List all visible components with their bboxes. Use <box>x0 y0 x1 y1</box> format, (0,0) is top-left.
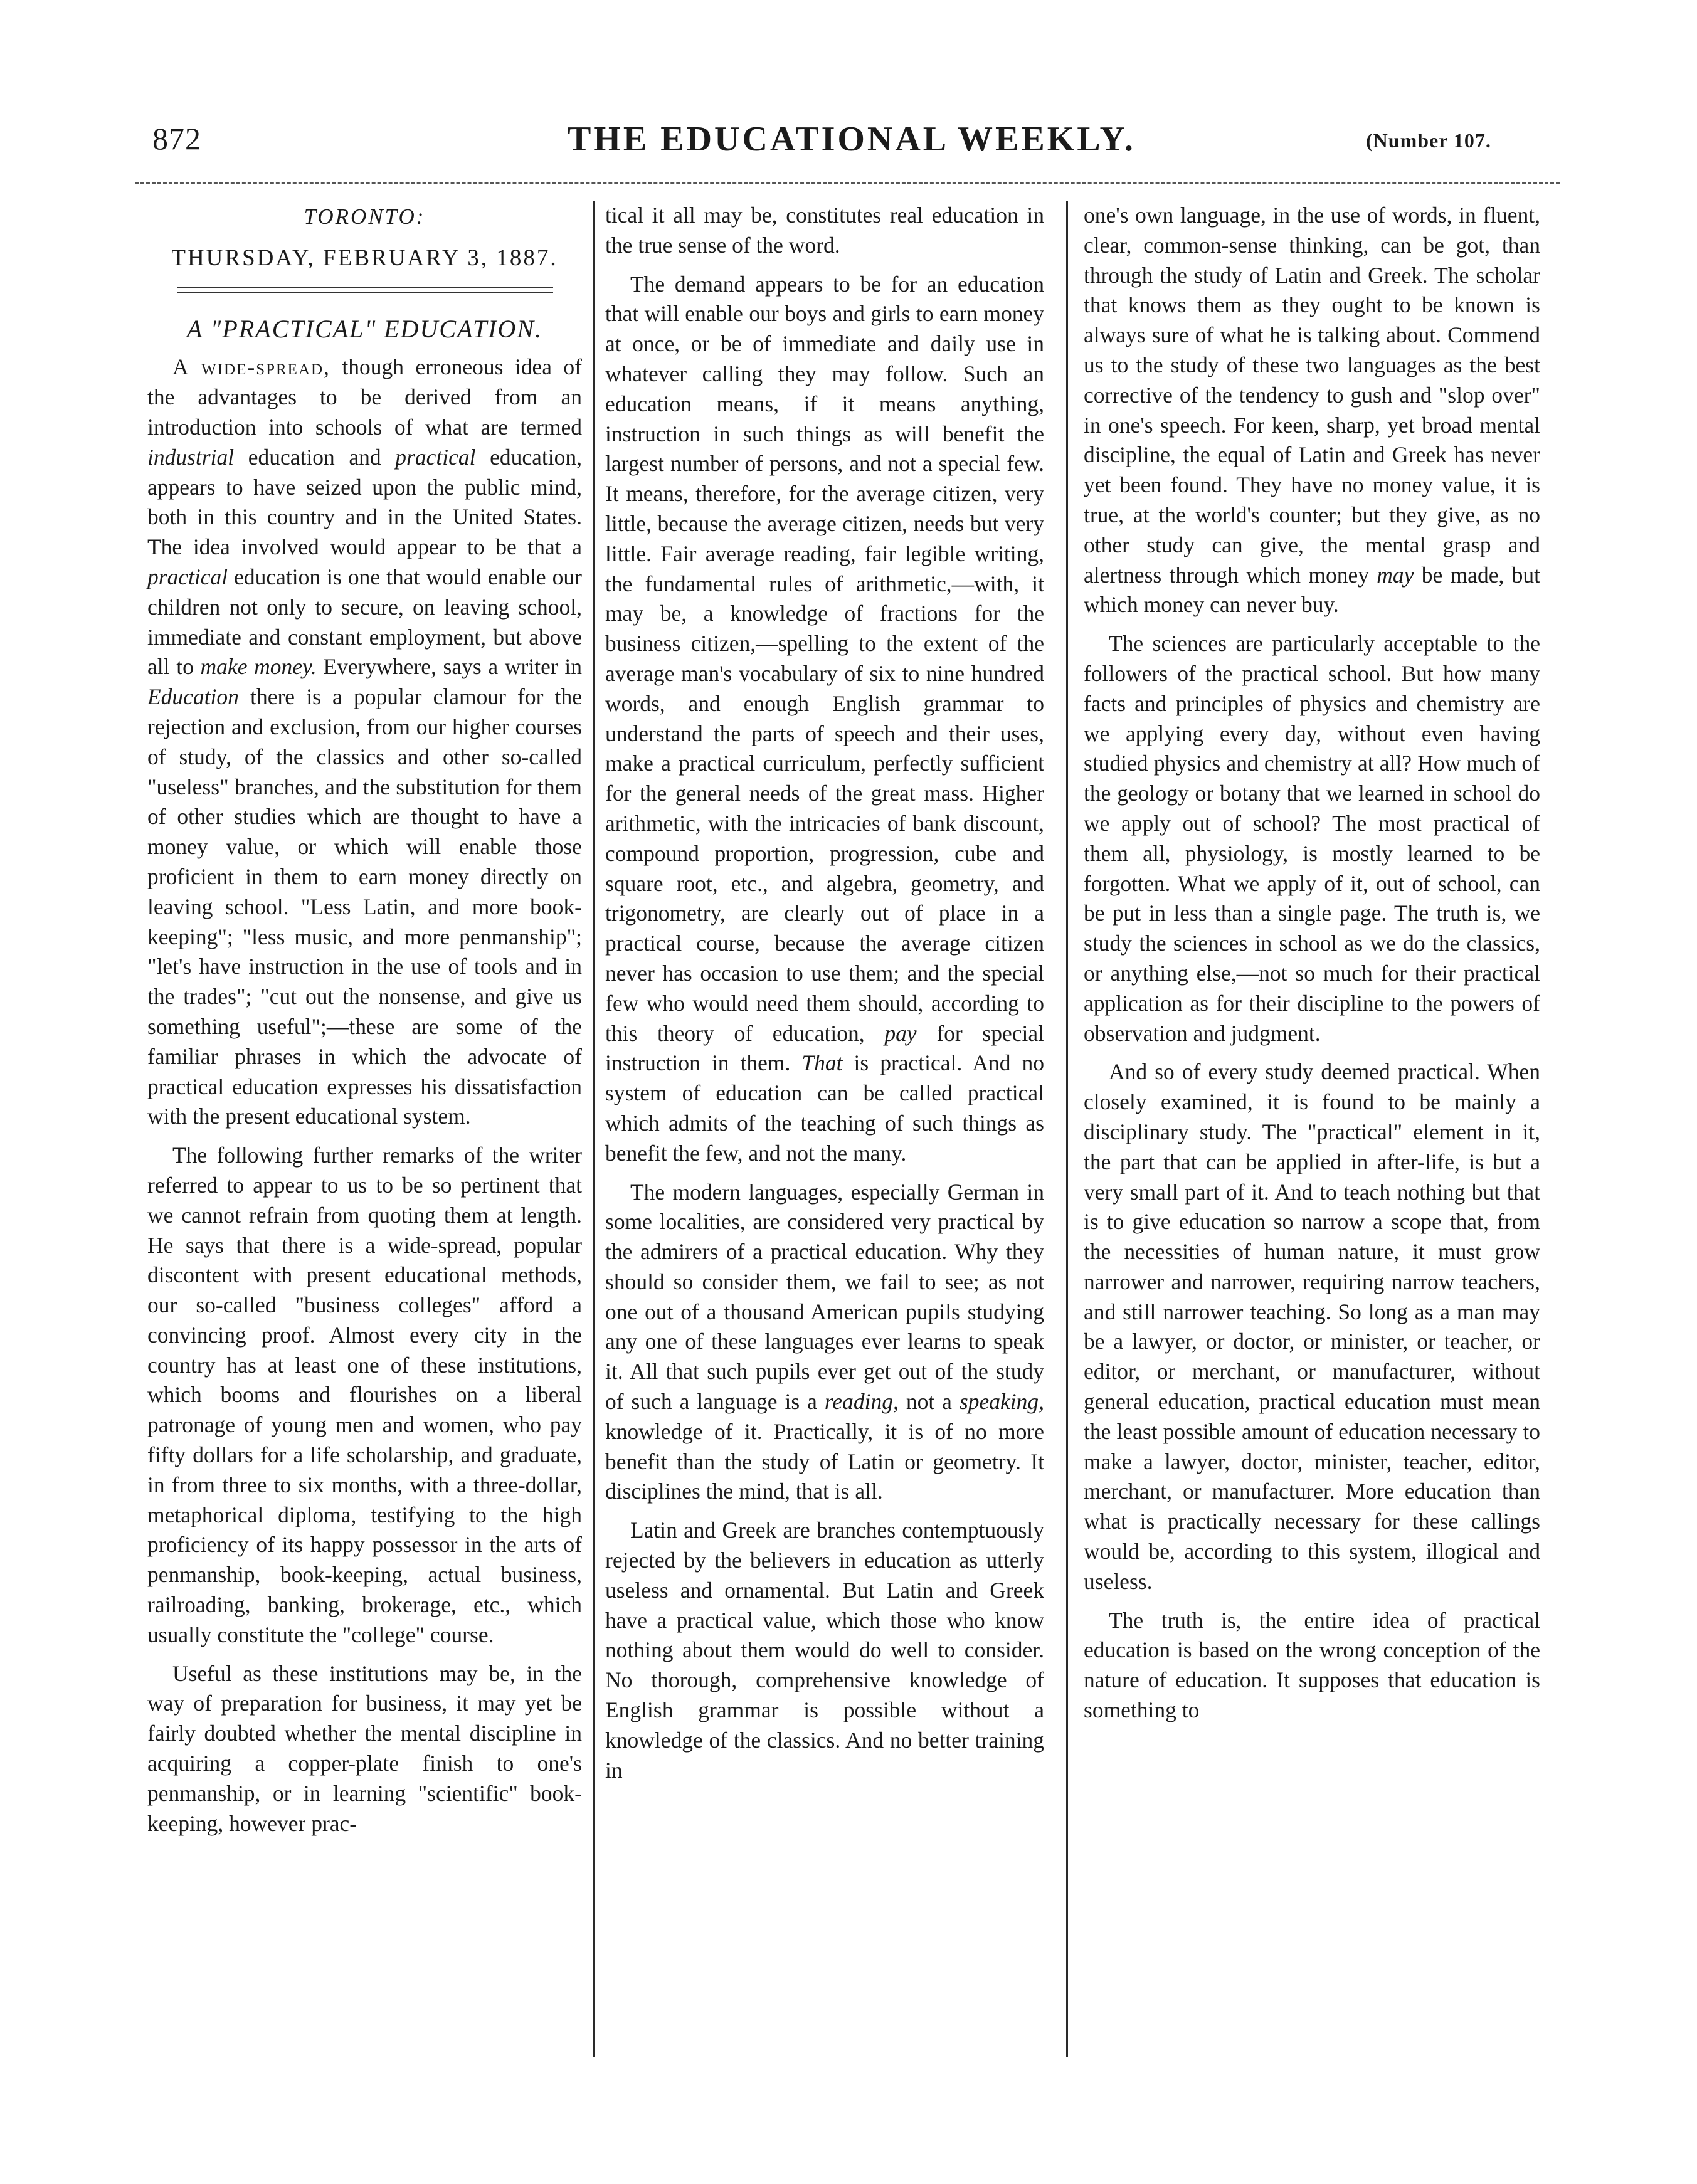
column-2 <box>605 201 1044 1785</box>
paragraph-3-start: Useful as these institutions may be, in the way of preparation for business, it may yet be fairly doubted whether the mental discipline in acquiring a copper-plate finish to one's penmanship, or in learning "scientific" book-keeping, however prac- <box>147 1660 582 1836</box>
dateline-date: THURSDAY, FEBRUARY 3, 1887. <box>171 245 558 271</box>
paragraph-2: The following further remarks of the writer referred to appear to us to be so pertinent that we cannot refrain from quoting them at length. He says that there is a wide-spread, popular discontent with present educational methods, our so-called "business colleges" afford a convincing proof. Almost every city in the country has at least one of these institutions, which booms and flourishes on a liberal patronage of young men and women, who pay fifty dollars for a life scholarship, and graduate, in from three to six months, with a three-dollar, metaphorical diploma, testifying to the high proficiency of its happy possessor in the arts of penmanship, book-keeping, actual business, railroading, banking, brokerage, etc., which usually constitute the "college" course. <box>147 1142 582 1647</box>
column-3 <box>1084 201 1540 1726</box>
column-rule-left <box>593 201 595 2057</box>
title-rule <box>177 287 553 293</box>
journal-title: THE EDUCATIONAL WEEKLY. <box>568 120 1136 159</box>
paragraph-opening: A wide-spread, <box>172 354 330 380</box>
column-rule-right <box>1066 201 1068 2057</box>
page-number: 872 <box>152 121 201 156</box>
paragraph-6-end: one's own language, in the use of words, in fluent, clear, common-sense thinking, can be got, than through the study of Latin and Greek. The scholar that knows them as they ought to be known is always sure of what he is talking about. Commend us to the study of these two languages as the best corrective of the tendency to gush and "slop over" in one's speech. For keen, sharp, yet broad mental discipline, the equal of Latin and Greek has never yet been found. They have no money value, it is true, at the world's counter; but they give, as no other study can give, the mental grasp and alertness through which money may be made, but which money can never buy. <box>1084 203 1541 618</box>
article-title: A "PRACTICAL" EDUCATION. <box>186 314 543 343</box>
issue-number: (Number 107. <box>1366 129 1491 152</box>
paragraph-4: The demand appears to be for an education that will enable our boys and girls to earn money at once, or be of immediate and daily use in whatever calling they may follow. Such an education means, if it means anything, instruction in such things as will benefit the largest number of persons, and not a special few. It means, therefore, for the average citizen, very little, because the average citizen, needs but very little. Fair average reading, fair legible writing, the fundamental rules of arithmetic,—with, it may be, a knowledge of fractions for the business citizen,—spelling to the extent of the average man's vocabulary of six to nine hundred words, and enough English grammar to understand the parts of speech and their uses, make a practical curriculum, perfectly sufficient for the general needs of the great mass. Higher arithmetic, with the intricacies of bank discount, compound proportion, progression, cube and square root, etc., and algebra, geometry, and trigonometry, are clearly out of place in a practical course, because the average citizen never has occasion to use them; and the special few who would need them should, according to this theory of education, pay for special instruction in them. That is practical. And no system of education can be called practical which admits of the teaching of such things as benefit the few, and not the many. <box>605 271 1044 1166</box>
paragraph-9: The truth is, the entire idea of practical education is based on the wrong conception of the nature of education. It supposes that education is something to <box>1084 1607 1540 1723</box>
paragraph-3-end: tical it all may be, constitutes real education in the true sense of the word. <box>605 203 1044 258</box>
paragraph-6-start: Latin and Greek are branches contemptuously rejected by the believers in education as utterly useless and ornamental. But Latin and Greek have a practical value, which those who know nothing about them would do well to consider. No thorough, comprehensive knowledge of English grammar is possible without a knowledge of the classics. And no better training in <box>605 1517 1044 1783</box>
dateline-city: TORONTO: <box>304 204 426 229</box>
column-1 <box>147 201 582 1838</box>
paragraph-7: The sciences are particularly acceptable to the followers of the practical school. But how many facts and principles of physics and chemistry are we applying every day, without even having studied physics and chemistry at all? How much of the geology or botany that we learned in school do we apply out of school? The most practical of them all, physiology, is mostly learned to be forgotten. What we apply of it, out of school, can be put in less than a single page. The truth is, we study the sciences in school as we do the classics, or anything else,—not so much for their practical application as for their discipline to the powers of observation and judgment. <box>1084 631 1540 1046</box>
paragraph-8: And so of every study deemed practical. When closely examined, it is found to be mainly a disciplinary study. The "practical" element in it, the part that can be applied in after-life, is but a very small part of it. And to teach nothing but that is to give education so narrow a scope that, from the necessities of human nature, it must grow narrower and narrower, requiring narrow teachers, and still narrower teaching. So long as a man may be a lawyer, or doctor, or minister, or teacher, or editor, or merchant, or manufacturer, without general education, practical education must mean the least possible amount of education necessary to make a lawyer, doctor, minister, teacher, editor, merchant, or manufacturer. More education than what is practically necessary for these callings would be, according to this system, illogical and useless. <box>1084 1059 1540 1594</box>
paragraph-1: A wide-spread, though erroneous idea of the advantages to be derived from an introduction into schools of what are termed industrial education and practical education, appears to have seized upon the public mind, both in this country and in the United States. The idea involved would appear to be that a practical education is one that would enable our children not only to secure, on leaving school, immediate and constant employment, but above all to make money. Everywhere, says a writer in Education there is a popular clamour for the rejection and exclusion, from our higher courses of study, of the classics and other so-called "useless" branches, and the substitution for them of other studies which are thought to have a money value, or which will enable those proficient in them to earn money directly on leaving school. "Less Latin, and more book-keeping"; "less music, and more penmanship"; "let's have instruction in the use of tools and in the trades"; "cut out the nonsense, and give us something useful";—these are some of the familiar phrases in which the advocate of practical education expresses his dissatisfaction with the present educational system. <box>147 354 582 1129</box>
paragraph-5: The modern languages, especially German in some localities, are considered very practical by the admirers of a practical education. Why they should so consider them, we fail to see; as not one out of a thousand American pupils studying any one of these languages ever learns to speak it. All that such pupils ever get out of the study of such a language is a reading, not a speaking, knowledge of it. Practically, it is of no more benefit than the study of Latin or geometry. It disciplines the mind, that is all. <box>605 1179 1044 1504</box>
header-rule <box>135 182 1560 184</box>
